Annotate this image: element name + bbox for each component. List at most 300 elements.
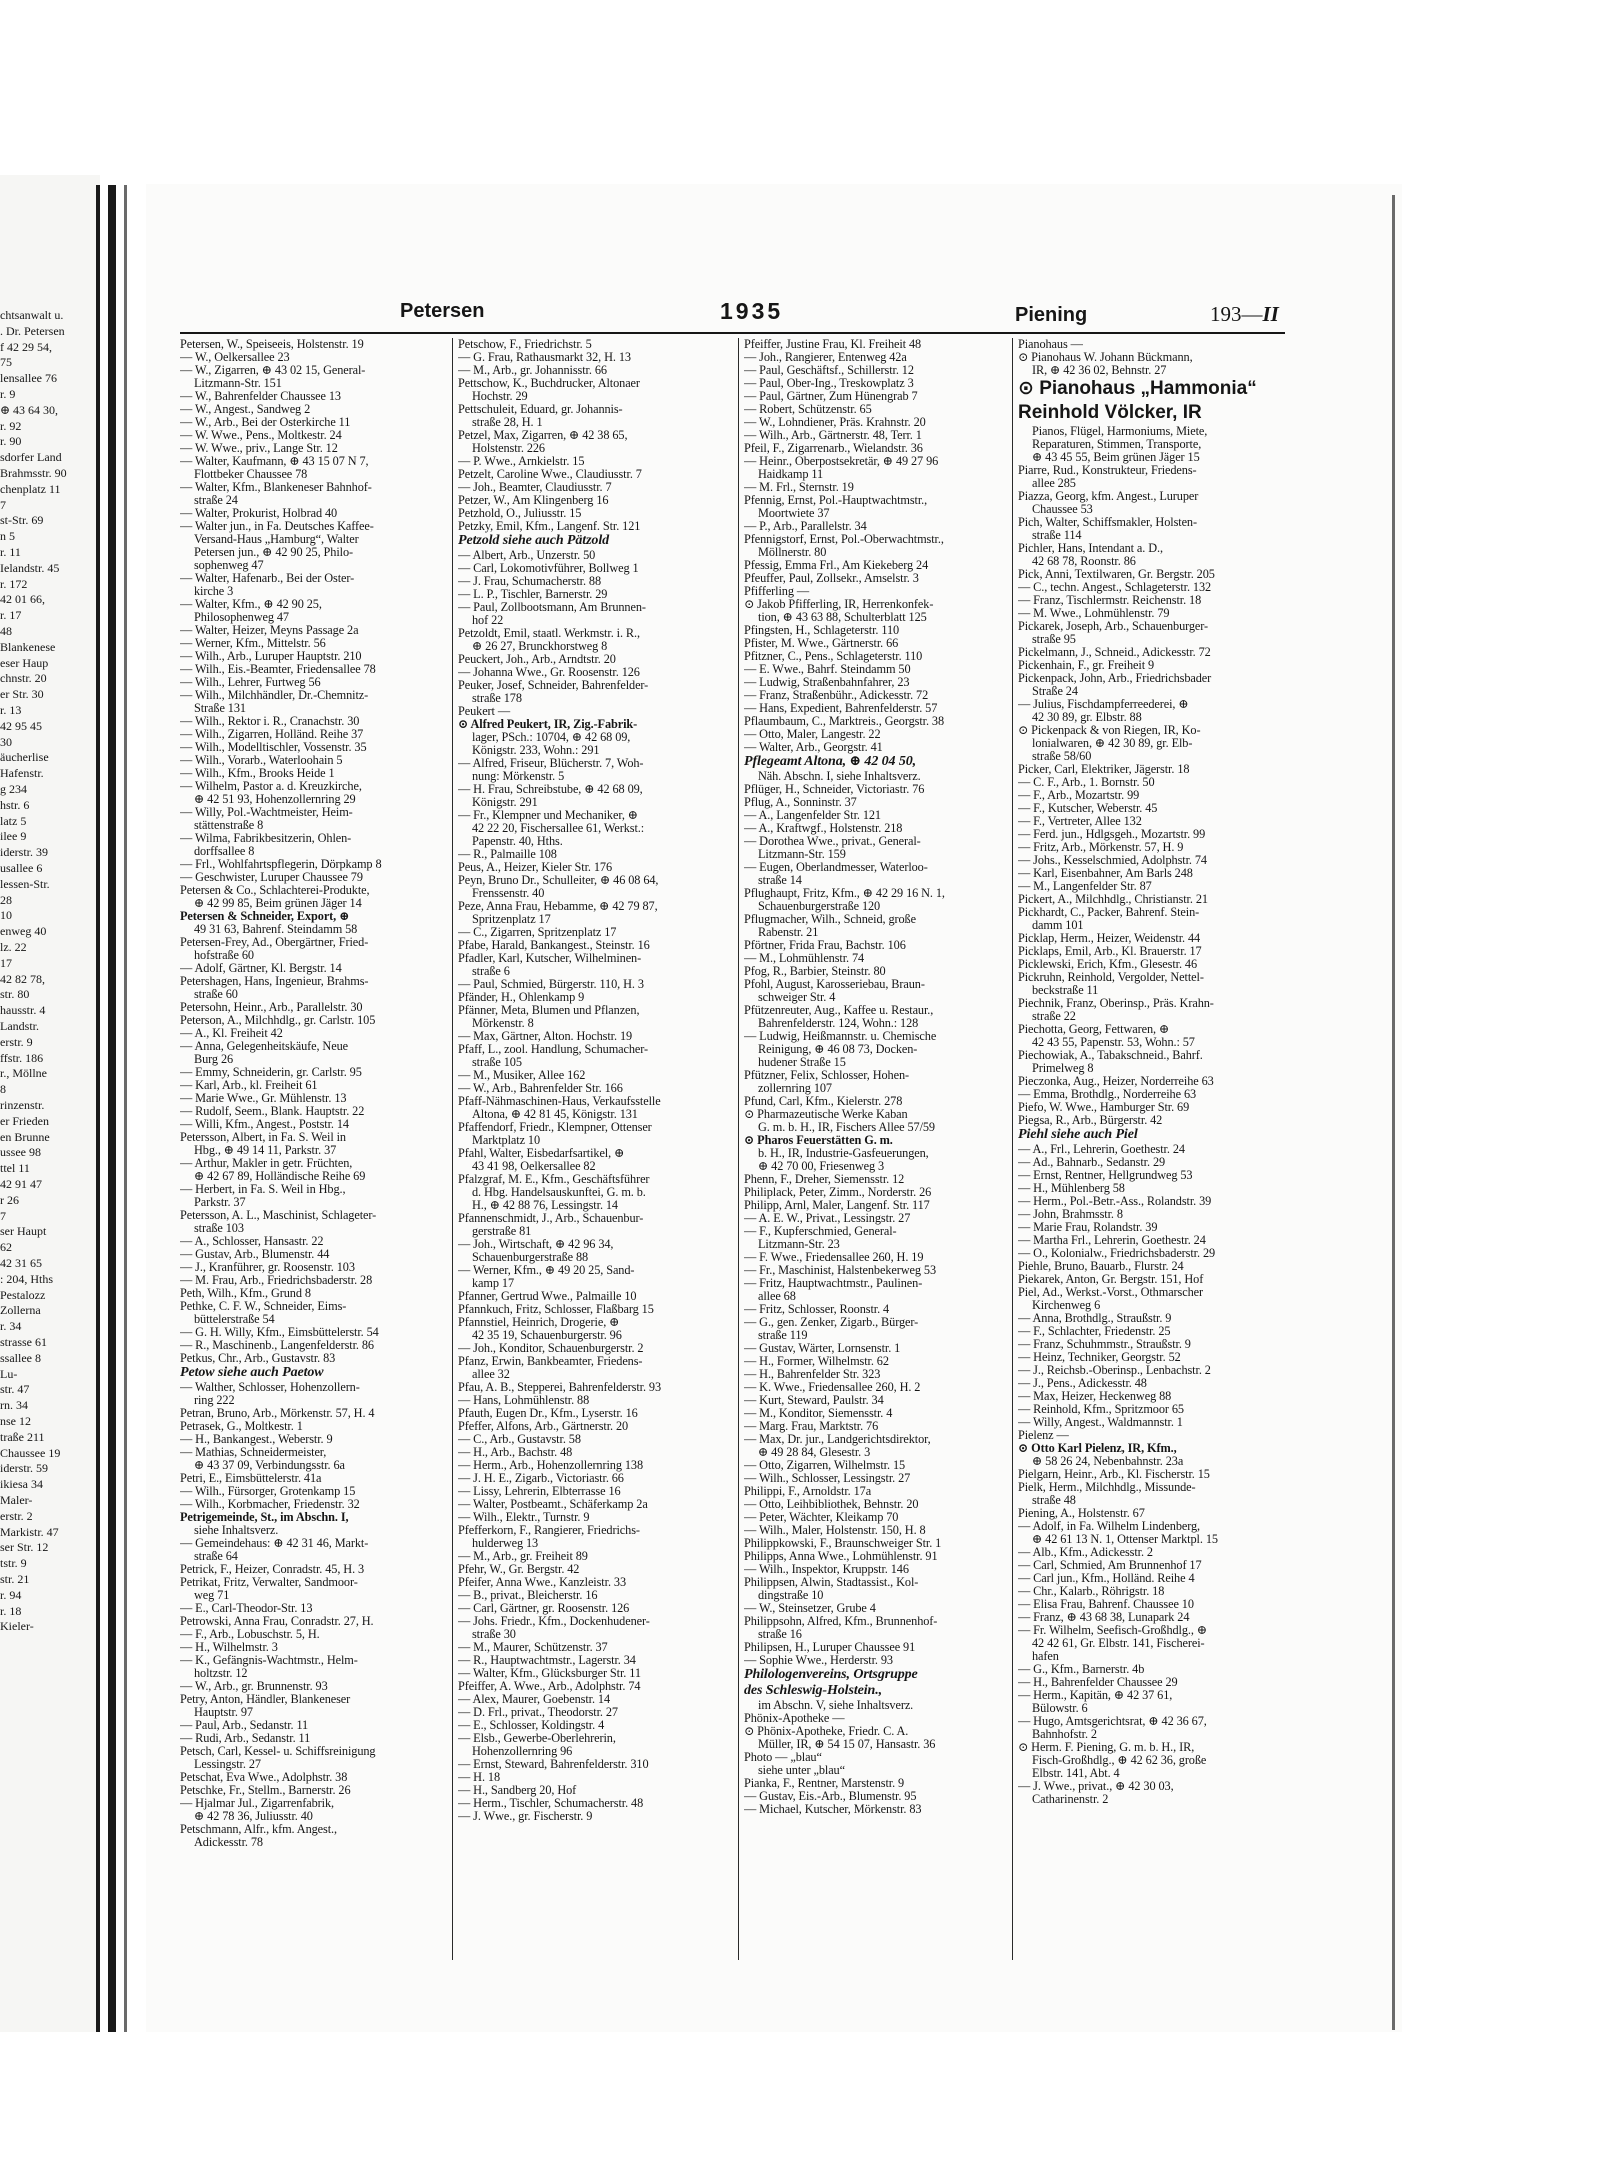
left-page-text-fragment: 42 01 66, [0, 592, 45, 607]
directory-entry: Pfessig, Emma Frl., Am Kiekeberg 24 [744, 559, 929, 572]
directory-entry: — O., Kolonialw., Friedrichsbaderstr. 29 [1018, 1247, 1216, 1260]
directory-entry: — Paul, Gärtner, Zum Hünengrab 7 [744, 390, 918, 403]
directory-entry: — Fritz, Arb., Mörkenstr. 57, H. 9 [1018, 841, 1184, 854]
left-page-text-fragment: rinzenstr. [0, 1098, 45, 1112]
directory-entry: — M., Arb., gr. Freiheit 89 [458, 1550, 588, 1563]
left-page-text-fragment: sdorfer Land [0, 450, 62, 465]
directory-entry: — H., Sandberg 20, Hof [458, 1784, 577, 1797]
directory-entry: Petersen & Schneider, Export, ⊕ [180, 910, 350, 923]
directory-entry: Petschow, F., Friedrichstr. 5 [458, 338, 592, 351]
left-page-text-fragment: Zollerna [0, 1303, 41, 1318]
directory-entry: — Carl, Gärtner, gr. Roosenstr. 126 [458, 1602, 630, 1615]
directory-entry: Petran, Bruno, Arb., Mörkenstr. 57, H. 4 [180, 1407, 375, 1420]
left-page-text-fragment: Landstr. [0, 1019, 39, 1033]
directory-entry: — Rudi, Arb., Sedanstr. 11 [180, 1732, 311, 1745]
left-page-text-fragment: r. 172 [0, 576, 28, 591]
left-page-text-fragment: chenplatz 11 [0, 481, 61, 496]
directory-entry: — H., Wilhelmstr. 3 [180, 1641, 278, 1654]
entry-continuation: straße 22 [1032, 1010, 1076, 1023]
directory-entry: — Walter, Kfm., Blankeneser Bahnhof- [180, 481, 372, 494]
directory-entry: Pfänner, Meta, Blumen und Pflanzen, [458, 1004, 640, 1017]
left-page-text-fragment: Maler- [0, 1493, 33, 1507]
directory-entry: — Karl, Arb., kl. Freiheit 61 [180, 1079, 318, 1092]
directory-entry: — Gustav, Wärter, Lornsenstr. 1 [744, 1342, 901, 1355]
directory-entry: — Reinhold, Kfm., Spritzmoor 65 [1018, 1403, 1184, 1416]
directory-entry: Petri, E., Eimsbüttelerstr. 41a [180, 1472, 322, 1485]
entry-continuation: 42 35 19, Schauenburgerstr. 96 [472, 1329, 622, 1342]
entry-continuation: Hochstr. 29 [472, 390, 528, 403]
directory-entry: Pfau, A. B., Stepperei, Bahrenfelderstr. 93 [458, 1381, 661, 1394]
directory-entry: Philippi, F., Arnoldstr. 17a [744, 1485, 872, 1498]
directory-entry: — Otto, Zigarren, Wilhelmstr. 15 [744, 1459, 906, 1472]
directory-entry: Piening, A., Holstenstr. 67 [1018, 1507, 1145, 1520]
directory-entry: Pfaffendorf, Friedr., Klempner, Ottenser [458, 1121, 652, 1134]
directory-entry: — M. Frl., Sternstr. 19 [744, 481, 854, 494]
entry-continuation: Haidkamp 11 [758, 468, 824, 481]
left-page-text-fragment: ser Str. 12 [0, 1540, 49, 1555]
directory-entry: Pieczonka, Aug., Heizer, Norderreihe 63 [1018, 1075, 1214, 1088]
directory-entry: — J. Frau, Schumacherstr. 88 [458, 575, 602, 588]
directory-entry: Peuckert, Joh., Arb., Arndtstr. 20 [458, 653, 616, 666]
directory-entry: Pickert, A., Milchhdlg., Christianstr. 21 [1018, 893, 1208, 906]
directory-entry: Pfingsten, H., Schlageterstr. 110 [744, 624, 900, 637]
directory-entry: — C. F., Arb., 1. Bornstr. 50 [1018, 776, 1155, 789]
directory-entry: — Marg. Frau, Marktstr. 76 [744, 1420, 879, 1433]
directory-entry: — Sophie Wwe., Herderstr. 93 [744, 1654, 893, 1667]
left-page-text-fragment: nse 12 [0, 1414, 31, 1428]
entry-continuation: IR, ⊕ 42 36 02, Behnstr. 27 [1032, 364, 1167, 377]
directory-entry: — M., Lohmühlenstr. 74 [744, 952, 865, 965]
left-page-text-fragment: r. 13 [0, 703, 22, 717]
directory-entry: — Paul, Arb., Sedanstr. 11 [180, 1719, 309, 1732]
directory-entry: — Joh., Wirtschaft, ⊕ 42 96 34, [458, 1238, 614, 1251]
directory-entry: Pfahl, Walter, Eisbedarfsartikel, ⊕ [458, 1147, 625, 1160]
directory-entry: — Emma, Brothdlg., Norderreihe 63 [1018, 1088, 1197, 1101]
directory-entry: Pettschow, K., Buchdrucker, Altonaer [458, 377, 640, 390]
directory-entry: Pfannstiel, Heinrich, Drogerie, ⊕ [458, 1316, 620, 1329]
directory-entry: — Mathias, Schneidermeister, [180, 1446, 327, 1459]
entry-continuation: Parkstr. 37 [194, 1196, 246, 1209]
directory-entry: Pfeiffer, Justine Frau, Kl. Freiheit 48 [744, 338, 922, 351]
directory-entry: Pielenz — [1018, 1429, 1069, 1442]
entry-continuation: ⊕ 42 70 00, Friesenweg 3 [758, 1160, 885, 1173]
left-page-text-fragment: r. 34 [0, 1319, 22, 1334]
entry-continuation: ⊕ 42 61 13 N. 1, Ottenser Marktpl. 15 [1032, 1533, 1218, 1546]
entry-continuation: Fisch-Großhdlg., ⊕ 42 62 36, große [1032, 1754, 1207, 1767]
entry-continuation: Bahrenfelderstr. 124, Wohn.: 128 [758, 1017, 919, 1030]
entry-continuation: G. m. b. H., IR, Fischers Allee 57/59 [758, 1121, 935, 1134]
directory-entry: Pfanz, Erwin, Bankbeamter, Friedens- [458, 1355, 643, 1368]
entry-continuation: Holstenstr. 226 [472, 442, 545, 455]
entry-continuation: H., ⊕ 42 88 76, Lessingstr. 14 [472, 1199, 618, 1212]
directory-entry: — Joh., Rangierer, Entenweg 42a [744, 351, 907, 364]
directory-entry: — J., Kranführer, gr. Roosenstr. 103 [180, 1261, 355, 1274]
entry-continuation: hof 22 [472, 614, 504, 627]
entry-continuation: straße 24 [194, 494, 238, 507]
directory-entry: — A., Frl., Lehrerin, Goethestr. 24 [1018, 1143, 1185, 1156]
entry-continuation: hofstraße 60 [194, 949, 254, 962]
directory-entry: Piechowiak, A., Tabakschneid., Bahrf. [1018, 1049, 1203, 1062]
left-page-text-fragment: rn. 34 [0, 1398, 28, 1413]
entry-continuation: Mörkenstr. 8 [472, 1017, 534, 1030]
left-page-text-fragment: r. 90 [0, 434, 22, 449]
directory-entry: Pfaff, L., zool. Handlung, Schumacher- [458, 1043, 649, 1056]
directory-entry: ⊙ Pianohaus W. Johann Bückmann, [1018, 351, 1193, 364]
directory-entry: — H., Bankangest., Weberstr. 9 [180, 1433, 333, 1446]
page-number: 193—II [1210, 302, 1279, 326]
directory-entry: — Carl, Lokomotivführer, Bollweg 1 [458, 562, 639, 575]
directory-entry: Pfog, R., Barbier, Steinstr. 80 [744, 965, 886, 978]
directory-entry: Peterson, A., Milchhdlg., gr. Carlstr. 105 [180, 1014, 376, 1027]
directory-entry: Pfützenreuter, Aug., Kaffee u. Restaur., [744, 1004, 934, 1017]
left-page-text-fragment: iderstr. 59 [0, 1461, 48, 1476]
directory-entry: — Werner, Kfm., ⊕ 49 20 25, Sand- [458, 1264, 635, 1277]
left-page-text-fragment: str. 80 [0, 987, 30, 1002]
left-page-text-fragment: 42 95 45 [0, 718, 42, 733]
entry-continuation: Näh. Abschn. I, siehe Inhaltsverz. [758, 770, 921, 783]
left-page-text-fragment: : 204, Hths [0, 1271, 54, 1286]
entry-continuation: stättenstraße 8 [194, 819, 264, 832]
directory-entry: Pethke, C. F. W., Schneider, Eims- [180, 1300, 347, 1313]
directory-entry: Pfaff-Nähmaschinen-Haus, Verkaufsstelle [458, 1095, 661, 1108]
left-page-text-fragment: . Dr. Petersen [0, 323, 65, 338]
directory-entry: — W., Lohndiener, Präs. Krahnstr. 20 [744, 416, 926, 429]
left-page-text-fragment: 17 [0, 955, 12, 970]
directory-entry: — M., Konditor, Siemensstr. 4 [744, 1407, 893, 1420]
entry-continuation: hudener Straße 15 [758, 1056, 846, 1069]
directory-entry: — M., Maurer, Schützenstr. 37 [458, 1641, 608, 1654]
entry-continuation: nung: Mörkenstr. 5 [472, 770, 565, 783]
entry-continuation: Petersen jun., ⊕ 42 90 25, Philo- [194, 546, 353, 559]
entry-continuation: allee 68 [758, 1290, 796, 1303]
directory-entry: — A., Langenfelder Str. 121 [744, 809, 881, 822]
directory-entry: — Walter, Postbeamt., Schäferkamp 2a [458, 1498, 648, 1511]
directory-entry: — Lissy, Lehrerin, Elbterrasse 16 [458, 1485, 621, 1498]
left-page-text-fragment: str. 47 [0, 1382, 30, 1397]
directory-entry: Pfauth, Eugen Dr., Kfm., Lyserstr. 16 [458, 1407, 638, 1420]
entry-continuation: straße 6 [472, 965, 510, 978]
entry-continuation: ring 222 [194, 1394, 235, 1407]
directory-entry: — Rudolf, Seem., Blank. Hauptstr. 22 [180, 1105, 365, 1118]
entry-continuation: straße 16 [758, 1628, 802, 1641]
left-page-text-fragment: enweg 40 [0, 924, 47, 939]
entry-continuation: Chaussee 53 [1032, 503, 1093, 516]
directory-column-1 [180, 338, 463, 1960]
directory-entry: Petzel, Max, Zigarren, ⊕ 42 38 65, [458, 429, 628, 442]
directory-entry: Pfefferkorn, F., Rangierer, Friedrichs- [458, 1524, 640, 1537]
entry-continuation: weg 71 [194, 1589, 230, 1602]
directory-entry: — Hans, Lohmühlenstr. 88 [458, 1394, 590, 1407]
left-page-text-fragment: f 42 29 54, [0, 339, 52, 354]
directory-entry: Pickenhain, F., gr. Freiheit 9 [1018, 659, 1155, 672]
directory-entry: — Frl., Wohlfahrtspflegerin, Dörpkamp 8 [180, 858, 382, 871]
entry-continuation: straße 58/60 [1032, 750, 1092, 763]
entry-continuation: Hohenzollernring 96 [472, 1745, 573, 1758]
entry-continuation: Moortwiete 37 [758, 507, 830, 520]
directory-entry: — Walter, Kaufmann, ⊕ 43 15 07 N 7, [180, 455, 369, 468]
directory-entry: — G., Kfm., Barnerstr. 4b [1018, 1663, 1145, 1676]
left-page-text-fragment: str. 21 [0, 1572, 30, 1586]
entry-continuation: Müller, IR, ⊕ 54 15 07, Hansastr. 36 [758, 1738, 936, 1751]
entry-continuation: dingstraße 10 [758, 1589, 824, 1602]
left-page-text-fragment: 62 [0, 1240, 12, 1255]
left-page-text-fragment: ssallee 8 [0, 1350, 41, 1365]
directory-entry: Photo — „blau“ [744, 1751, 822, 1764]
directory-entry: Petersohn, Heinr., Arb., Parallelstr. 30 [180, 1001, 363, 1014]
directory-entry: Pielgarn, Heinr., Arb., Kl. Fischerstr. 15 [1018, 1468, 1210, 1481]
directory-entry: — W., Angest., Sandweg 2 [180, 403, 311, 416]
directory-entry: Pfalzgraf, M. E., Kfm., Geschäftsführer [458, 1173, 650, 1186]
directory-entry: — Max, Heizer, Heckenweg 88 [1018, 1390, 1172, 1403]
directory-entry: — Fritz, Hauptwachtmstr., Paulinen- [744, 1277, 923, 1290]
entry-continuation: büttelerstraße 54 [194, 1313, 275, 1326]
directory-entry: — A. E. W., Privat., Lessingstr. 27 [744, 1212, 911, 1225]
page-header [180, 300, 1290, 330]
left-page-text-fragment: en Brunne [0, 1129, 50, 1144]
directory-entry: — Johs., Kesselschmied, Adolphstr. 74 [1018, 854, 1207, 867]
directory-entry: — B., privat., Bleicherstr. 16 [458, 1589, 598, 1602]
entry-continuation: beckstraße 11 [1032, 984, 1099, 997]
directory-entry: — F. Wwe., Friedensallee 260, H. 19 [744, 1251, 924, 1264]
directory-entry: Pfeifer, Anna Wwe., Kanzleistr. 33 [458, 1576, 626, 1589]
directory-entry: — Walter jun., in Fa. Deutsches Kaffee- [180, 520, 374, 533]
directory-entry: — Wilma, Fabrikbesitzerin, Ohlen- [180, 832, 352, 845]
left-page-text-fragment: st-Str. 69 [0, 513, 44, 528]
entry-continuation: d. Hbg. Handelsauskunftei, G. m. b. [472, 1186, 646, 1199]
left-page-text-fragment: 42 31 65 [0, 1256, 42, 1270]
entry-continuation: lager, PSch.: 10704, ⊕ 42 68 09, [472, 731, 631, 744]
directory-entry: — W., Zigarren, ⊕ 43 02 15, General- [180, 364, 366, 377]
directory-entry: Pfister, M. Wwe., Gärtnerstr. 66 [744, 637, 899, 650]
left-page-text-fragment: usallee 6 [0, 861, 43, 875]
directory-entry: — Heinz, Techniker, Georgstr. 52 [1018, 1351, 1181, 1364]
entry-continuation: straße 95 [1032, 633, 1076, 646]
entry-continuation: dorffsallee 8 [194, 845, 255, 858]
entry-continuation: ⊕ 43 37 09, Verbindungsstr. 6a [194, 1459, 345, 1472]
directory-entry: Pfennigstorf, Ernst, Pol.-Oberwachtmstr., [744, 533, 944, 546]
directory-entry: Philipps, Anna Wwe., Lohmühlenstr. 91 [744, 1550, 938, 1563]
directory-entry: Piechotta, Georg, Fettwaren, ⊕ [1018, 1023, 1170, 1036]
directory-entry: — Walter, Kfm., ⊕ 42 90 25, [180, 598, 322, 611]
directory-entry: Pfohl, August, Karosseriebau, Braun- [744, 978, 925, 991]
directory-entry: — Fritz, Schlosser, Roonstr. 4 [744, 1303, 890, 1316]
directory-entry: — Anna, Gelegenheitskäufe, Neue [180, 1040, 348, 1053]
directory-entry: — M. Wwe., Lohmühlenstr. 79 [1018, 607, 1170, 620]
directory-entry: — Willy, Pol.-Wachtmeister, Heim- [180, 806, 353, 819]
directory-entry: — Elsb., Gewerbe-Oberlehrerin, [458, 1732, 616, 1745]
entry-continuation: ⊕ 42 78 36, Juliusstr. 40 [194, 1810, 313, 1823]
left-page-text-fragment: Pestalozz [0, 1287, 46, 1302]
entry-continuation: straße 60 [194, 988, 238, 1001]
left-page-text-fragment: Chaussee 19 [0, 1445, 61, 1460]
left-page-text-fragment: lensallee 76 [0, 371, 57, 386]
entry-continuation: Schauenburgerstraße 88 [472, 1251, 589, 1264]
entry-continuation: Möllnerstr. 80 [758, 546, 827, 559]
entry-continuation: ⊕ 42 51 93, Hohenzollernring 29 [194, 793, 356, 806]
entry-continuation: straße 178 [472, 692, 522, 705]
entry-continuation: 42 30 89, gr. Elbstr. 88 [1032, 711, 1142, 724]
directory-entry: Pflüger, H., Schneider, Victoriastr. 76 [744, 783, 925, 796]
directory-entry: Petzelt, Caroline Wwe., Claudiusstr. 7 [458, 468, 642, 481]
directory-entry: — M., Arb., gr. Johannisstr. 66 [458, 364, 607, 377]
directory-entry: — W., Steinsetzer, Grube 4 [744, 1602, 876, 1615]
directory-entry: Pickarek, Joseph, Arb., Schauenburger- [1018, 620, 1209, 633]
left-page-text-fragment: lz. 22 [0, 940, 27, 954]
directory-entry: — Fr., Maschinist, Halstenbekerweg 53 [744, 1264, 936, 1277]
directory-entry: — Wilhelm, Pastor a. d. Kreuzkirche, [180, 780, 362, 793]
directory-entry: — Herm., Kapitän, ⊕ 42 37 61, [1018, 1689, 1173, 1702]
directory-entry: Pettschuleit, Eduard, gr. Johannis- [458, 403, 623, 416]
directory-entry: Petzoldt, Emil, staatl. Werkmstr. i. R., [458, 627, 640, 640]
directory-entry: — E., Carl-Theodor-Str. 13 [180, 1602, 313, 1615]
directory-entry: — H. 18 [458, 1771, 500, 1784]
left-page-text-fragment: ⊕ 43 64 30, [0, 402, 59, 417]
directory-entry: Pflugmacher, Wilh., Schneid, große [744, 913, 916, 926]
entry-continuation: Reparaturen, Stimmen, Transporte, [1032, 438, 1202, 451]
entry-continuation: Bülowstr. 6 [1032, 1702, 1088, 1715]
entry-continuation: Versand-Haus „Hamburg“, Walter [194, 533, 359, 546]
header-last-name: Piening [1015, 304, 1088, 326]
directory-entry: Pflaumbaum, C., Marktreis., Georgstr. 38 [744, 715, 945, 728]
directory-column-2 [458, 338, 741, 1960]
entry-continuation: hulderweg 13 [472, 1537, 539, 1550]
entry-continuation: gerstraße 81 [472, 1225, 532, 1238]
directory-entry: — Joh., Beamter, Claudiusstr. 7 [458, 481, 612, 494]
directory-entry: — R., Hauptwachtmstr., Lagerstr. 34 [458, 1654, 636, 1667]
left-page-text-fragment: 28 [0, 892, 12, 907]
entry-continuation: Altona, ⊕ 42 81 45, Königstr. 131 [472, 1108, 638, 1121]
entry-continuation: Elbstr. 141, Abt. 4 [1032, 1767, 1120, 1780]
directory-entry: — Wilh., Korbmacher, Friedenstr. 32 [180, 1498, 360, 1511]
directory-entry: Pflughaupt, Fritz, Kfm., ⊕ 42 29 16 N. 1, [744, 887, 945, 900]
directory-entry: — Wilh., Elektr., Turnstr. 9 [458, 1511, 590, 1524]
directory-entry: — Max, Gärtner, Alton. Hochstr. 19 [458, 1030, 633, 1043]
left-page-text-fragment: r. 18 [0, 1603, 22, 1618]
directory-entry: — Ferd. jun., Hdlgsgeh., Mozartstr. 99 [1018, 828, 1206, 841]
left-page-text-fragment: r., Möllne [0, 1066, 47, 1081]
directory-entry: — A., Kraftwgf., Holstenstr. 218 [744, 822, 903, 835]
entry-continuation: lonialwaren, ⊕ 42 30 89, gr. Elb- [1032, 737, 1193, 750]
directory-entry: — Ernst, Rentner, Hellgrundweg 53 [1018, 1169, 1193, 1182]
directory-entry: Piehle, Bruno, Bauarb., Flurstr. 24 [1018, 1260, 1184, 1273]
entry-continuation: Papenstr. 40, Hths. [472, 835, 563, 848]
directory-entry: Pickhardt, C., Packer, Bahrenf. Stein- [1018, 906, 1200, 919]
entry-continuation: Litzmann-Str. 23 [758, 1238, 840, 1251]
directory-entry: — Franz, Schuhmmstr., Straußstr. 9 [1018, 1338, 1191, 1351]
entry-continuation: Straße 24 [1032, 685, 1078, 698]
directory-entry: — H., Mühlenberg 58 [1018, 1182, 1125, 1195]
page-bottom-margin [0, 2032, 1600, 2177]
left-page-text-fragment: er Frieden [0, 1113, 49, 1128]
left-page-text-fragment: ussee 98 [0, 1145, 41, 1160]
directory-entry: des Schleswig-Holstein., [744, 1683, 882, 1698]
entry-continuation: damm 101 [1032, 919, 1084, 932]
directory-entry: Peus, A., Heizer, Kieler Str. 176 [458, 861, 612, 874]
left-page-text-fragment: r. 17 [0, 608, 22, 623]
directory-entry: Peth, Wilh., Kfm., Grund 8 [180, 1287, 311, 1300]
directory-entry: — Johs. Friedr., Kfm., Dockenhudener- [458, 1615, 650, 1628]
directory-entry: Pick, Anni, Textilwaren, Gr. Bergstr. 205 [1018, 568, 1215, 581]
directory-entry: Piechnik, Franz, Oberinsp., Präs. Krahn- [1018, 997, 1214, 1010]
left-page-text-fragment: 48 [0, 624, 12, 638]
header-year: 1935 [720, 298, 784, 324]
entry-continuation: Frenssenstr. 40 [472, 887, 545, 900]
left-page-text-fragment: 42 82 78, [0, 971, 45, 986]
entry-continuation: Rabenstr. 21 [758, 926, 819, 939]
directory-entry: Piarre, Rud., Konstrukteur, Friedens- [1018, 464, 1197, 477]
directory-entry: Pfeil, F., Zigarrenarb., Wielandstr. 36 [744, 442, 923, 455]
directory-entry: Petrowski, Anna Frau, Conradstr. 27, H. [180, 1615, 374, 1628]
directory-entry: — Robert, Schützenstr. 65 [744, 403, 872, 416]
directory-entry: Petrikat, Fritz, Verwalter, Sandmoor- [180, 1576, 358, 1589]
entry-continuation: 43 41 98, Oelkersallee 82 [472, 1160, 596, 1173]
directory-entry: — W., Arb., gr. Brunnenstr. 93 [180, 1680, 328, 1693]
directory-entry: Petzold siehe auch Pätzold [458, 533, 610, 548]
directory-entry: — R., Palmaille 108 [458, 848, 557, 861]
left-page-text-fragment: Brahmsstr. 90 [0, 466, 67, 480]
left-page-text-fragment: er Str. 30 [0, 687, 44, 702]
left-page-text-fragment: strasse 61 [0, 1335, 47, 1349]
directory-entry: Petersen, W., Speiseeis, Holstenstr. 19 [180, 338, 364, 351]
directory-entry: — Otto, Leihbibliothek, Behnstr. 20 [744, 1498, 919, 1511]
entry-continuation: 42 22 20, Fischersallee 61, Werkst.: [472, 822, 645, 835]
directory-entry: — P., Arb., Parallelstr. 34 [744, 520, 867, 533]
left-page-text-fragment: g 234 [0, 782, 27, 796]
entry-continuation: Philosophenweg 47 [194, 611, 289, 624]
directory-entry: Petzky, Emil, Kfm., Langenf. Str. 121 [458, 520, 641, 533]
directory-entry: — Ludwig, Straßenbahnfahrer, 23 [744, 676, 910, 689]
directory-entry: — Albert, Arb., Unzerstr. 50 [458, 549, 596, 562]
directory-entry: ⊙ Phönix-Apotheke, Friedr. C. A. [744, 1725, 909, 1738]
directory-entry: — Franz, ⊕ 43 68 38, Lunapark 24 [1018, 1611, 1190, 1624]
entry-continuation: siehe Inhaltsverz. [194, 1524, 279, 1537]
directory-entry: Pfitzner, C., Pens., Schlageterstr. 110 [744, 650, 923, 663]
directory-entry: — W., Oelkersallee 23 [180, 351, 290, 364]
directory-entry: — Chr., Kalarb., Röhrigstr. 18 [1018, 1585, 1165, 1598]
directory-entry: Peze, Anna Frau, Hebamme, ⊕ 42 79 87, [458, 900, 658, 913]
entry-continuation: Hbg., ⊕ 49 14 11, Parkstr. 37 [194, 1144, 337, 1157]
entry-continuation: straße 105 [472, 1056, 522, 1069]
directory-entry: Pielk, Herm., Milchhdlg., Missunde- [1018, 1481, 1196, 1494]
directory-entry: — R., Maschinenb., Langenfelderstr. 86 [180, 1339, 374, 1352]
directory-entry: Picklap, Herm., Heizer, Weidenstr. 44 [1018, 932, 1201, 945]
directory-entry: Pfützner, Felix, Schlosser, Hohen- [744, 1069, 910, 1082]
left-page-text-fragment: eser Haup [0, 655, 49, 670]
left-page-text-fragment: r. 9 [0, 387, 16, 401]
left-page-text-fragment: chtsanwalt u. [0, 308, 64, 322]
left-page-text-fragment: Blankenese [0, 639, 56, 654]
page-right-edge [1392, 195, 1395, 2030]
directory-entry: — Gemeindehaus: ⊕ 42 31 46, Markt- [180, 1537, 369, 1550]
directory-entry: — K., Gefängnis-Wachtmstr., Helm- [180, 1654, 358, 1667]
directory-entry: — F., Arb., Lobuschstr. 5, H. [180, 1628, 320, 1641]
left-page-text-fragment: ffstr. 186 [0, 1050, 44, 1065]
directory-entry: Philippsen, Alwin, Stadtassist., Kol- [744, 1576, 919, 1589]
directory-entry: Pfeffer, Alfons, Arb., Gärtnerstr. 20 [458, 1420, 629, 1433]
left-page-text-fragment: 30 [0, 734, 12, 749]
directory-entry: — Max, Dr. jur., Landgerichtsdirektor, [744, 1433, 931, 1446]
directory-entry: — Arthur, Makler in getr. Früchten, [180, 1157, 353, 1170]
directory-entry: — Wilh., Kfm., Brooks Heide 1 [180, 767, 335, 780]
directory-entry: Pianka, F., Rentner, Marstenstr. 9 [744, 1777, 905, 1790]
directory-entry: — Walter, Prokurist, Holbrad 40 [180, 507, 338, 520]
directory-entry: — Ludwig, Heißmannstr. u. Chemische [744, 1030, 937, 1043]
directory-entry: — Walter, Kfm., Glücksburger Str. 11 [458, 1667, 641, 1680]
directory-entry: — C., Zigarren, Spritzenplatz 17 [458, 926, 617, 939]
directory-entry: Petschat, Eva Wwe., Adolphstr. 38 [180, 1771, 348, 1784]
entry-continuation: ⊕ 26 27, Brunckhorstweg 8 [472, 640, 608, 653]
directory-entry: — J. H. E., Zigarb., Victoriastr. 66 [458, 1472, 624, 1485]
